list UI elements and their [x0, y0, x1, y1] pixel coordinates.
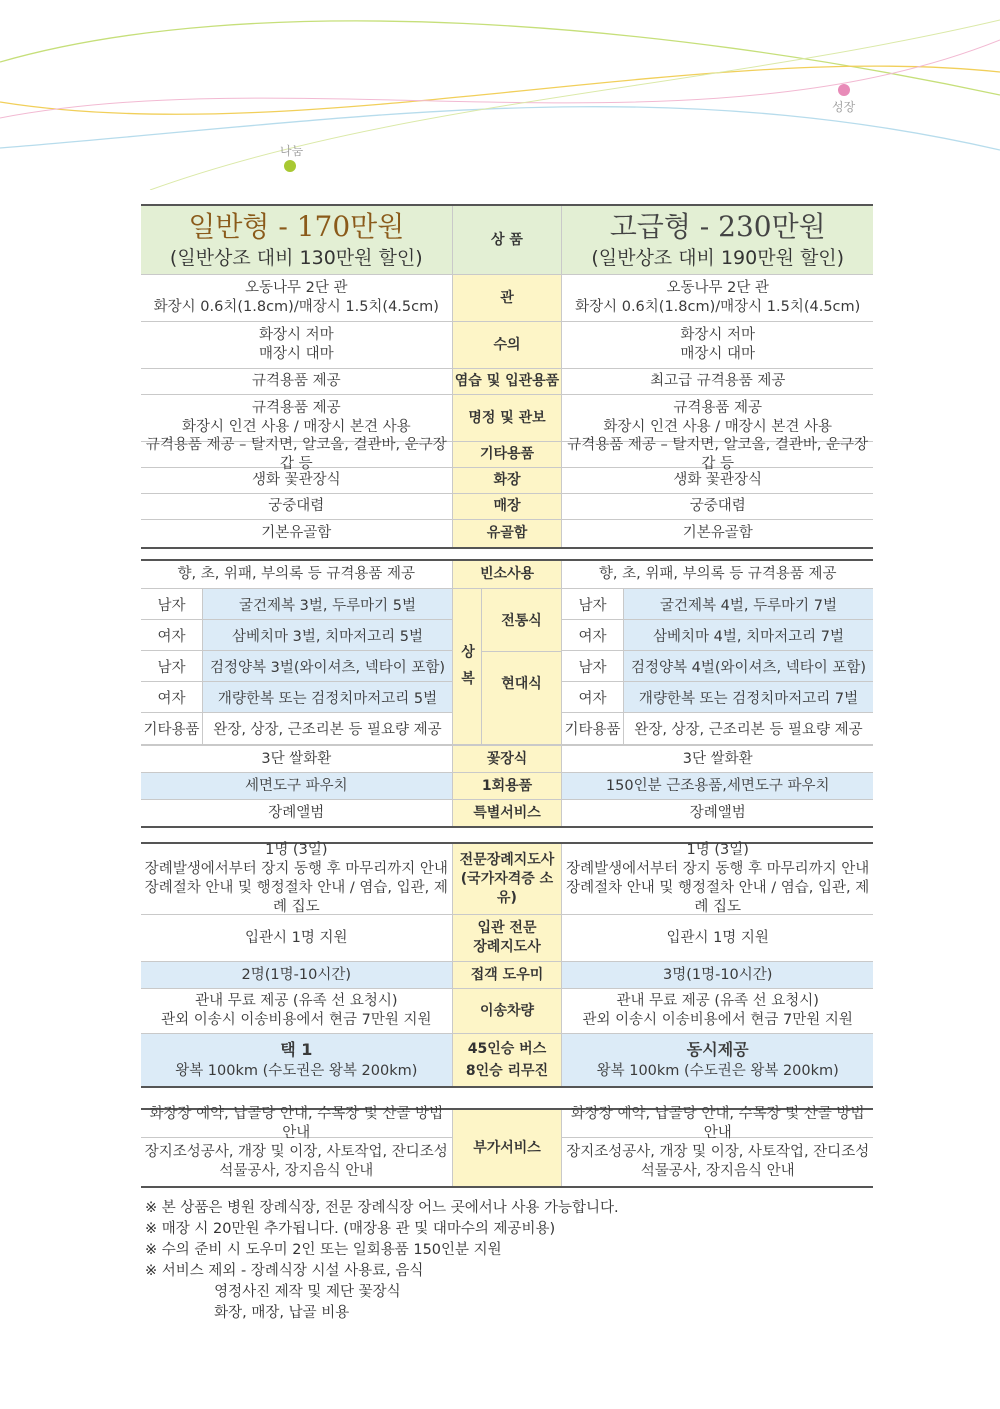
text-line: 왕복 100km (수도권은 왕복 200km)	[175, 1062, 418, 1079]
additional-right	[562, 1105, 873, 1186]
sangbok-left	[141, 589, 452, 744]
cell-left	[141, 962, 452, 988]
text-line: 동시제공	[686, 1039, 749, 1059]
garment-value: 삼베치마 4벌, 치마저고리 7벌	[624, 620, 873, 650]
premium-plan-discount: (일반상조 대비 190만원 할인)	[591, 247, 845, 269]
garment-value: 검정양복 3벌(와이셔츠, 넥타이 포함)	[203, 651, 452, 681]
sangbok-block	[141, 589, 873, 745]
sangbok-row	[562, 682, 873, 713]
cell-left	[141, 800, 452, 826]
garment-value: 개량한복 또는 검정치마저고리 5벌	[203, 682, 452, 712]
cell-left	[141, 1034, 452, 1086]
sangbok-right	[562, 589, 873, 744]
cell-right	[562, 322, 873, 368]
green-dot	[284, 160, 296, 172]
text-line: 규격용품 제공	[251, 400, 341, 416]
cell-category	[452, 844, 563, 914]
cell-category: 기타용품	[452, 442, 563, 467]
additional-left-1: 화장장 예약, 납골당 안내, 수목장 및 산골 방법 안내	[141, 1110, 452, 1138]
section-additional-services	[141, 1105, 873, 1188]
table-row	[141, 561, 873, 589]
text-line: 최고급 규격용품 제공	[650, 373, 786, 389]
header-row	[141, 206, 873, 275]
cell-left	[141, 989, 452, 1033]
additional-right-1: 화장장 예약, 납골당 안내, 수목장 및 산골 방법 안내	[562, 1110, 873, 1138]
text-line: 화장시 0.6치(1.8cm)/매장시 1.5치(4.5cm)	[575, 299, 861, 315]
cell-left	[141, 844, 452, 914]
sangbok-row	[141, 713, 452, 744]
gender-label: 여자	[141, 682, 203, 712]
text-line: 150인분 근조용품,세면도구 파우치	[605, 777, 830, 794]
garment-value: 개량한복 또는 검정치마저고리 7벌	[624, 682, 873, 712]
text-line: 장례지도사	[473, 939, 541, 955]
section-staff-services	[141, 842, 873, 1088]
text-line: 화장시 인견 사용 / 매장시 본견 사용	[603, 419, 833, 435]
note-line: 영정사진 제작 및 제단 꽃장식	[145, 1284, 401, 1300]
cell-category: 수의	[452, 322, 563, 368]
text-line: 매장시 대마	[680, 346, 756, 362]
sangbok-row	[562, 589, 873, 620]
text-line: 기본유골함	[261, 525, 332, 541]
note-line: ※ 매장 시 20만원 추가됩니다. (매장용 관 및 대마수의 제공비용)	[145, 1221, 556, 1237]
text-line: 3명(1명-10시간)	[662, 966, 773, 983]
cell-left: 향, 초, 위패, 부의록 등 규격용품 제공	[177, 566, 416, 582]
text-line: (국가자격증 소유)	[460, 870, 554, 906]
sangbok-row	[141, 620, 452, 651]
text-line: 장례절차 안내 및 행정절차 안내 / 염습, 입관, 제례 집도	[144, 880, 448, 915]
sangbok-row	[562, 620, 873, 651]
gender-label: 여자	[562, 682, 624, 712]
sangbok-row	[562, 713, 873, 744]
table-row	[141, 436, 873, 472]
text-line: 세면도구 파우치	[244, 777, 348, 794]
premium-plan-title: 고급형 - 230만원	[609, 210, 826, 243]
cell-right	[562, 844, 873, 914]
cell-left	[141, 436, 452, 472]
header-basic	[141, 206, 452, 274]
table-row	[141, 468, 873, 494]
cell-category: 특별서비스	[452, 800, 563, 826]
text-line: 입관 전문	[477, 920, 537, 936]
cell-left	[141, 746, 452, 772]
cell-right	[562, 395, 873, 441]
section-basic-items	[141, 204, 873, 549]
table-row	[141, 989, 873, 1034]
text-line: 장례앨범	[268, 804, 325, 821]
cell-category: 관	[452, 275, 563, 321]
sangbok-row	[141, 682, 452, 713]
additional-category: 부가서비스	[452, 1110, 563, 1186]
text-line: 기본유골함	[682, 525, 753, 541]
garment-value: 완장, 상장, 근조리본 등 필요량 제공	[634, 722, 863, 738]
table-row	[141, 1034, 873, 1086]
text-line: 규격용품 제공 – 탈지면, 알코올, 결관바, 운구장갑 등	[567, 436, 869, 472]
text-line: 관내 무료 제공 (유족 선 요청시)	[616, 993, 819, 1009]
cell-category	[452, 915, 563, 961]
gender-label: 기타용품	[562, 713, 624, 744]
cell-category: 염습 및 입관용품	[452, 369, 563, 394]
text-line: 장지조성공사, 개장 및 이장, 사토작업, 잔디조성	[144, 1144, 448, 1160]
text-line: 관외 이송시 이송비용에서 현금 7만원 지원	[161, 1012, 432, 1028]
text-line: 입관시 1명 지원	[245, 929, 348, 946]
cell-category	[452, 962, 563, 988]
text-line: 석물공사, 장지음식 안내	[640, 1163, 795, 1179]
cell-left	[141, 915, 452, 961]
pink-dot	[838, 84, 850, 96]
table-row	[141, 800, 873, 826]
additional-left	[141, 1105, 452, 1186]
cell-right	[562, 746, 873, 772]
cell-left	[141, 322, 452, 368]
garment-value: 검정양복 4벌(와이셔츠, 넥타이 포함)	[624, 651, 873, 681]
table-row	[141, 520, 873, 547]
text-line: 생화 꽃관장식	[673, 472, 763, 488]
table-row	[141, 844, 873, 915]
sangbok-category	[452, 589, 562, 744]
additional-right-2	[562, 1138, 873, 1186]
text-line: 전문장례지도사	[459, 851, 555, 868]
cell-right	[562, 915, 873, 961]
text-line: 왕복 100km (수도권은 왕복 200km)	[596, 1062, 839, 1079]
text-line: 궁중대렴	[689, 498, 746, 514]
text-line: 오동나무 2단 관	[245, 280, 348, 296]
cell-left	[141, 369, 452, 394]
note-line: 화장, 매장, 납골 비용	[145, 1305, 350, 1321]
cell-category: 유골함	[452, 520, 563, 547]
gender-label: 남자	[141, 589, 203, 619]
gender-label: 여자	[562, 620, 624, 650]
cell-category: 빈소사용	[452, 561, 563, 588]
cell-left	[141, 468, 452, 493]
gender-label: 남자	[562, 651, 624, 681]
cell-right	[562, 275, 873, 321]
header-premium	[562, 206, 873, 274]
gender-label: 남자	[562, 589, 624, 619]
decorative-curves	[0, 0, 1000, 190]
sangbok-row	[141, 589, 452, 620]
text-line: 궁중대렴	[268, 498, 325, 514]
text-line: 장지조성공사, 개장 및 이장, 사토작업, 잔디조성	[566, 1144, 870, 1160]
text-line: 장례발생에서부터 장지 동행 후 마무리까지 안내	[144, 861, 448, 877]
text-line: 생화 꽃관장식	[251, 472, 341, 488]
text-line: 2명(1명-10시간)	[241, 966, 352, 983]
text-line: 관내 무료 제공 (유족 선 요청시)	[195, 993, 398, 1009]
text-line: 석물공사, 장지음식 안내	[219, 1163, 374, 1179]
text-line: 8인승 리무진	[465, 1063, 549, 1079]
table-row	[141, 275, 873, 322]
cell-category	[452, 989, 563, 1033]
sangbok-row	[141, 651, 452, 682]
garment-value: 굴건제복 3벌, 두루마기 5벌	[203, 589, 452, 619]
cell-category: 꽃장식	[452, 746, 563, 772]
text-line: 입관시 1명 지원	[666, 929, 769, 946]
text-line: 45인승 버스	[467, 1041, 547, 1057]
cell-category: 1회용품	[452, 773, 563, 799]
sangbok-row	[562, 651, 873, 682]
text-line: 택 1	[280, 1039, 313, 1059]
text-line: 1명 (3일)	[686, 842, 749, 858]
text-line: 매장시 대마	[258, 346, 334, 362]
gender-label: 남자	[141, 651, 203, 681]
cell-left	[141, 395, 452, 441]
text-line: 이송차량	[479, 1002, 535, 1019]
text-line: 접객 도우미	[470, 966, 544, 983]
table-row	[141, 369, 873, 395]
text-line: 관외 이송시 이송비용에서 현금 7만원 지원	[582, 1012, 853, 1028]
label-share: 나눔	[280, 144, 304, 158]
note-line: ※ 수의 준비 시 도우미 2인 또는 일회용품 150인분 지원	[145, 1242, 502, 1258]
table-row	[141, 745, 873, 773]
text-line: 화장시 저마	[680, 327, 756, 343]
header-product: 상 품	[452, 206, 563, 274]
cell-category: 화장	[452, 468, 563, 493]
text-line: 장례앨범	[689, 804, 746, 821]
cell-left	[141, 773, 452, 799]
traditional-label: 전통식	[482, 589, 561, 652]
text-line: 장례발생에서부터 장지 동행 후 마무리까지 안내	[566, 861, 870, 877]
cell-category	[452, 1034, 563, 1086]
table-row	[141, 322, 873, 369]
table-row	[141, 494, 873, 520]
cell-right	[562, 800, 873, 826]
table-row	[141, 962, 873, 989]
cell-right	[562, 494, 873, 519]
table-row	[141, 773, 873, 800]
garment-value: 삼베치마 3벌, 치마저고리 5벌	[203, 620, 452, 650]
basic-plan-title: 일반형 - 170만원	[188, 210, 405, 243]
cell-category: 명정 및 관보	[452, 395, 563, 441]
garment-value: 굴건제복 4벌, 두루마기 7벌	[624, 589, 873, 619]
basic-plan-discount: (일반상조 대비 130만원 할인)	[169, 247, 423, 269]
cell-left	[141, 520, 452, 547]
note-line: ※ 본 상품은 병원 장례식장, 전문 장례식장 어느 곳에서나 사용 가능합니다.	[145, 1200, 619, 1216]
cell-right: 향, 초, 위패, 부의록 등 규격용품 제공	[598, 566, 837, 582]
section-mourning-items	[141, 559, 873, 828]
text-line: 화장시 저마	[258, 327, 334, 343]
note-line: ※ 서비스 제외 - 장례식장 시설 사용료, 음식	[145, 1263, 424, 1279]
label-growth: 성장	[832, 100, 856, 114]
text-line: 장례절차 안내 및 행정절차 안내 / 염습, 입관, 제례 집도	[566, 880, 870, 915]
text-line: 화장시 0.6치(1.8cm)/매장시 1.5치(4.5cm)	[153, 299, 439, 315]
cell-category: 매장	[452, 494, 563, 519]
text-line: 규격용품 제공	[673, 400, 763, 416]
cell-right	[562, 520, 873, 547]
modern-label: 현대식	[501, 676, 542, 692]
sangbok-label: 상 복	[453, 589, 482, 744]
text-line: 오동나무 2단 관	[666, 280, 769, 296]
cell-right	[562, 436, 873, 472]
text-line: 3단 쌀화환	[261, 750, 332, 767]
cell-right	[562, 369, 873, 394]
cell-left	[141, 494, 452, 519]
gender-label: 여자	[141, 620, 203, 650]
additional-row	[141, 1105, 873, 1186]
table-row	[141, 915, 873, 962]
cell-right	[562, 1034, 873, 1086]
cell-right	[562, 989, 873, 1033]
gender-label: 기타용품	[141, 713, 203, 744]
notes	[145, 1198, 619, 1324]
garment-value: 완장, 상장, 근조리본 등 필요량 제공	[213, 722, 442, 738]
text-line: 규격용품 제공	[251, 373, 341, 389]
text-line: 1명 (3일)	[265, 842, 328, 858]
additional-left-2	[141, 1138, 452, 1186]
text-line: 3단 쌀화환	[682, 750, 753, 767]
text-line: 규격용품 제공 – 탈지면, 알코올, 결관바, 운구장갑 등	[145, 436, 447, 472]
cell-right	[562, 468, 873, 493]
cell-right	[562, 962, 873, 988]
cell-left	[141, 275, 452, 321]
cell-right	[562, 773, 873, 799]
text-line: 화장시 인견 사용 / 매장시 본견 사용	[181, 419, 411, 435]
